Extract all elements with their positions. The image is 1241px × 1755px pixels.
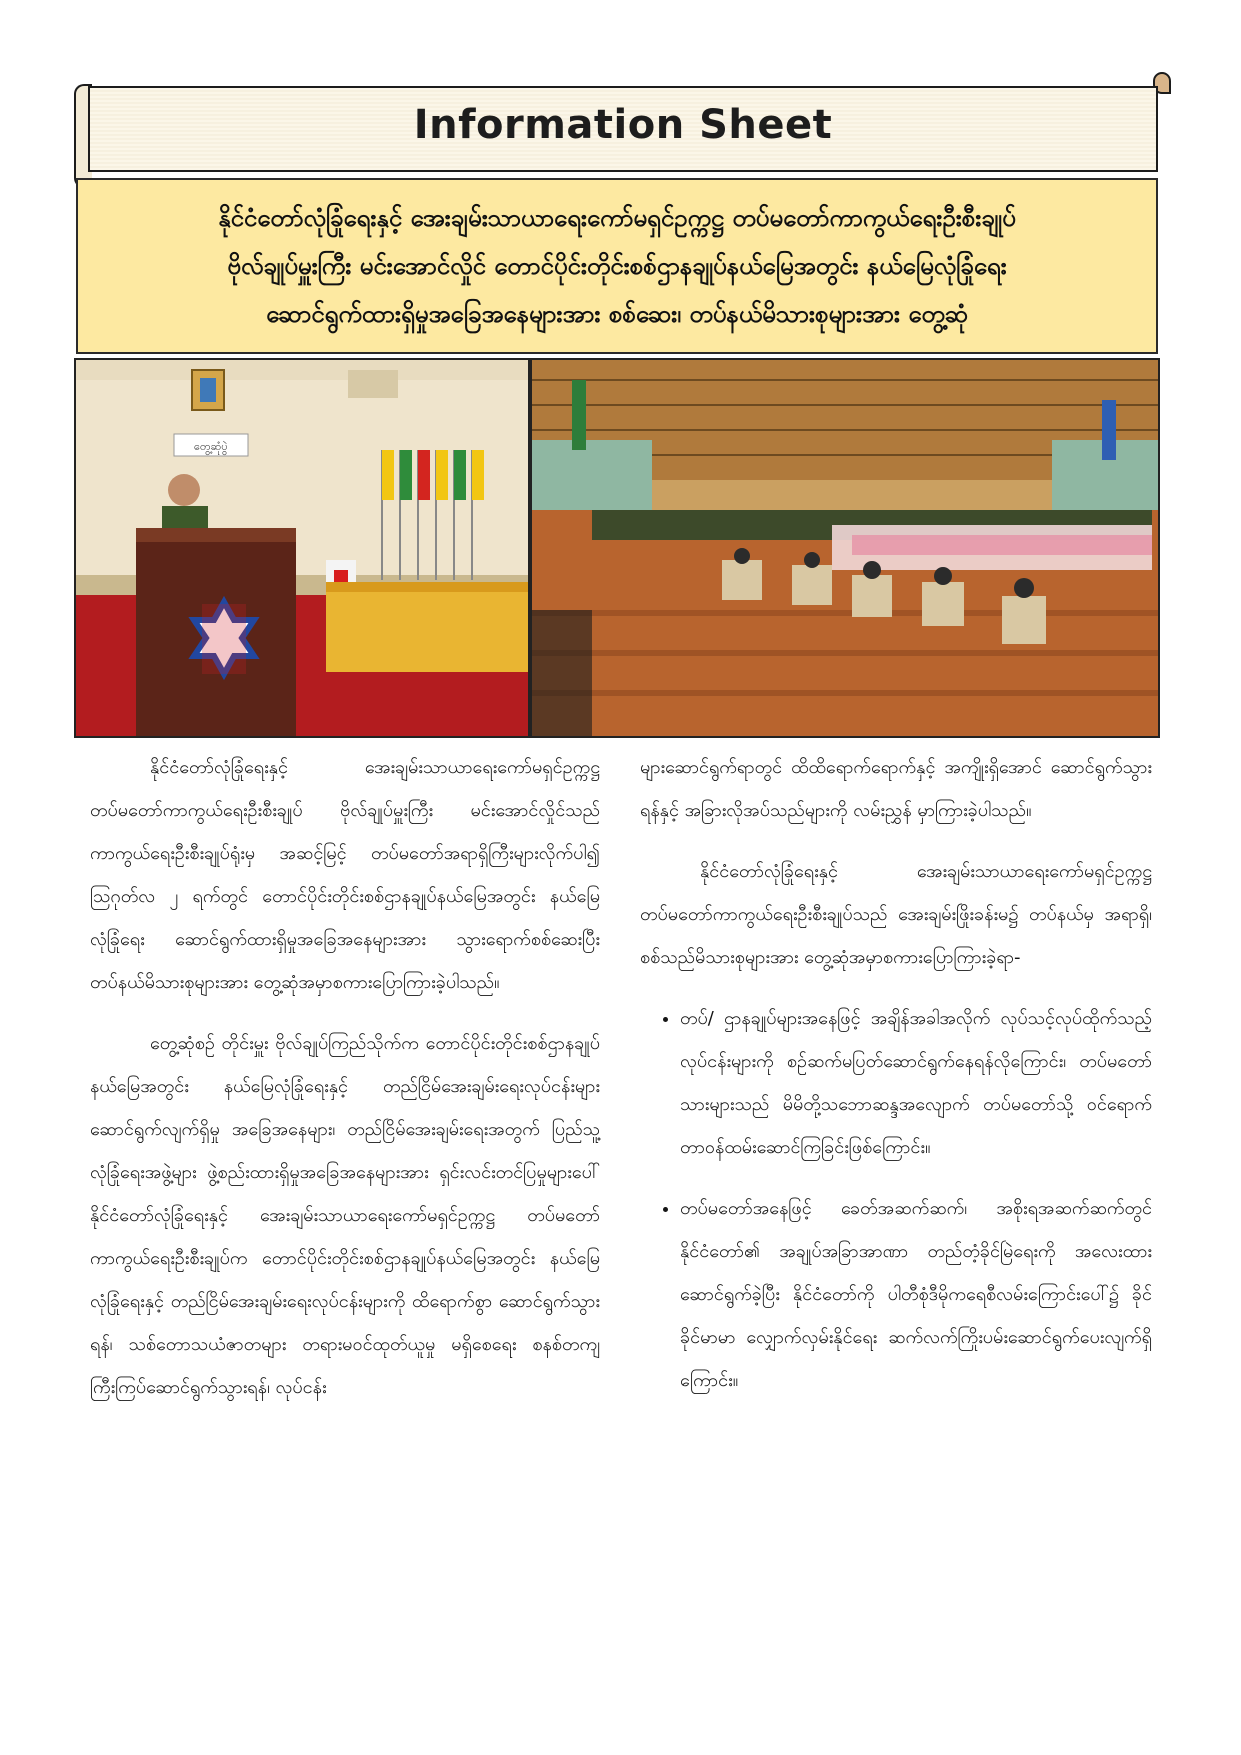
photo-family-meeting-hall — [532, 360, 1158, 736]
headline-line-3: ဆောင်ရွက်ထားရှိမှုအခြေအနေများအား စစ်ဆေး၊ တပ်နယ်မိသားစုများအား တွေ့ဆုံ — [266, 300, 968, 328]
body-right-column — [640, 746, 1152, 1420]
body-left-column — [90, 746, 600, 1427]
body-paragraph: တွေ့ဆုံစဉ် တိုင်းမှူး ဗိုလ်ချုပ်ကြည်သိုက်က တောင်ပိုင်းတိုင်းစစ်ဌာနချုပ်နယ်မြေအတွင်း နယ်မြေလုံခြုံရေးနှင့် တည်ငြိမ်အေးချမ်းရေးလုပ်ငန်းများ ဆောင်ရွက်လျက်ရှိမှု အခြေအနေများ၊ တည်ငြိမ်အေးချမ်းရေးအတွက် ပြည်သူ့လုံခြုံရေးအဖွဲ့များ ဖွဲ့စည်းထားရှိမှုအခြေအနေများအား ရှင်းလင်းတင်ပြမှုများပေါ် နိုင်ငံတော်လုံခြုံရေးနှင့် အေးချမ်းသာယာရေးကော်မရှင်ဥက္ကဋ္ဌ တပ်မတော်ကာကွယ်ရေးဦးစီးချုပ်က တောင်ပိုင်းတိုင်းစစ်ဌာနချုပ်နယ်မြေအတွင်း နယ်မြေလုံခြုံရေးနှင့် တည်ငြိမ်အေးချမ်းရေးလုပ်ငန်းများကို ထိရောက်စွာ ဆောင်ရွက်သွားရန်၊ သစ်တောသယံဇာတများ တရားမဝင်ထုတ်ယူမှု မရှိစေရေး စနစ်တကျကြီးကြပ်ဆောင်ရွက်သွားရန်၊ လုပ်ငန်း — [90, 1033, 600, 1398]
body-paragraph-continued: များဆောင်ရွက်ရာတွင် ထိထိရောက်ရောက်နှင့် အကျိုးရှိအောင် ဆောင်ရွက်သွားရန်နှင့် အခြားလိုအပ်သည်များကို လမ်းညွှန် မှာကြားခဲ့ပါသည်။ — [640, 757, 1152, 821]
bullet-item: • တပ်မတော်အနေဖြင့် ခေတ်အဆက်ဆက်၊ အစိုးရအဆက်ဆက်တွင် နိုင်ငံတော်၏ အချုပ်အခြာအာဏာ တည်တံ့ခိုင်မြဲရေးကို အလေးထားဆောင်ရွက်ခဲ့ပြီး နိုင်ငံတော်ကို ပါတီစုံဒီမိုကရေစီလမ်းကြောင်းပေါ်၌ ခိုင်ခိုင်မာမာ လျှောက်လှမ်းနိုင်ရေး ဆက်လက်ကြိုးပမ်းဆောင်ရွက်ပေးလျက်ရှိကြောင်း။ — [680, 1187, 1152, 1402]
body-paragraph: နိုင်ငံတော်လုံခြုံရေးနှင့် အေးချမ်းသာယာရေးကော်မရှင်ဥက္ကဋ္ဌ တပ်မတော်ကာကွယ်ရေးဦးစီးချုပ် ဗိုလ်ချုပ်မှူးကြီး မင်းအောင်လှိုင်သည် ကာကွယ်ရေးဦးစီးချုပ်ရုံးမှ အဆင့်မြင့် တပ်မတော်အရာရှိကြီးများလိုက်ပါ၍ ဩဂုတ်လ ၂ ရက်တွင် တောင်ပိုင်းတိုင်းစစ်ဌာနချုပ်နယ်မြေအတွင်း နယ်မြေလုံခြုံရေး ဆောင်ရွက်ထားရှိမှုအခြေအနေများအား သွားရောက်စစ်ဆေးပြီး တပ်နယ်မိသားစုများအား တွေ့ဆုံအမှာစကားပြောကြားခဲ့ပါသည်။ — [90, 757, 600, 993]
headline-line-2: ဗိုလ်ချုပ်မှူးကြီး မင်းအောင်လှိုင် တောင်ပိုင်းတိုင်းစစ်ဌာနချုပ်နယ်မြေအတွင်း နယ်မြေလုံခြုံရေး — [227, 252, 1007, 280]
headline-line-1: နိုင်ငံတော်လုံခြုံရေးနှင့် အေးချမ်းသာယာရေးကော်မရှင်ဥက္ကဋ္ဌ တပ်မတော်ကာကွယ်ရေးဦးစီးချုပ် — [218, 204, 1016, 232]
photo-sign-caption: တွေ့ဆုံပွဲ — [194, 440, 228, 453]
body-paragraph: နိုင်ငံတော်လုံခြုံရေးနှင့် အေးချမ်းသာယာရေးကော်မရှင်ဥက္ကဋ္ဌ တပ်မတော်ကာကွယ်ရေးဦးစီးချုပ်သည် အေးချမ်းဖြိုးခန်းမ၌ တပ်နယ်မှ အရာရှိ၊ စစ်သည်မိသားစုများအား တွေ့ဆုံအမှာစကားပြောကြားခဲ့ရာ- — [640, 861, 1152, 968]
photo-strip — [74, 358, 1160, 738]
headline-box — [76, 178, 1158, 354]
podium-scene-illustration — [76, 360, 528, 736]
photo-speech-at-podium — [76, 360, 528, 736]
bullet-item: • တပ်/ ဌာနချုပ်များအနေဖြင့် အချိန်အခါအလိုက် လုပ်သင့်လုပ်ထိုက်သည့်လုပ်ငန်းများကို စဉ်ဆက်မပြတ်ဆောင်ရွက်နေရန်လိုကြောင်း၊ တပ်မတော်သားများသည် မိမိတို့သဘောဆန္ဒအလျောက် တပ်မတော်သို့ ဝင်ရောက်တာဝန်ထမ်းဆောင်ကြခြင်းဖြစ်ကြောင်း။ — [680, 997, 1152, 1169]
title-banner — [88, 86, 1158, 172]
page-title: Information Sheet — [413, 102, 833, 148]
bullet-list — [640, 997, 1152, 1402]
hall-scene-illustration — [532, 360, 1158, 736]
